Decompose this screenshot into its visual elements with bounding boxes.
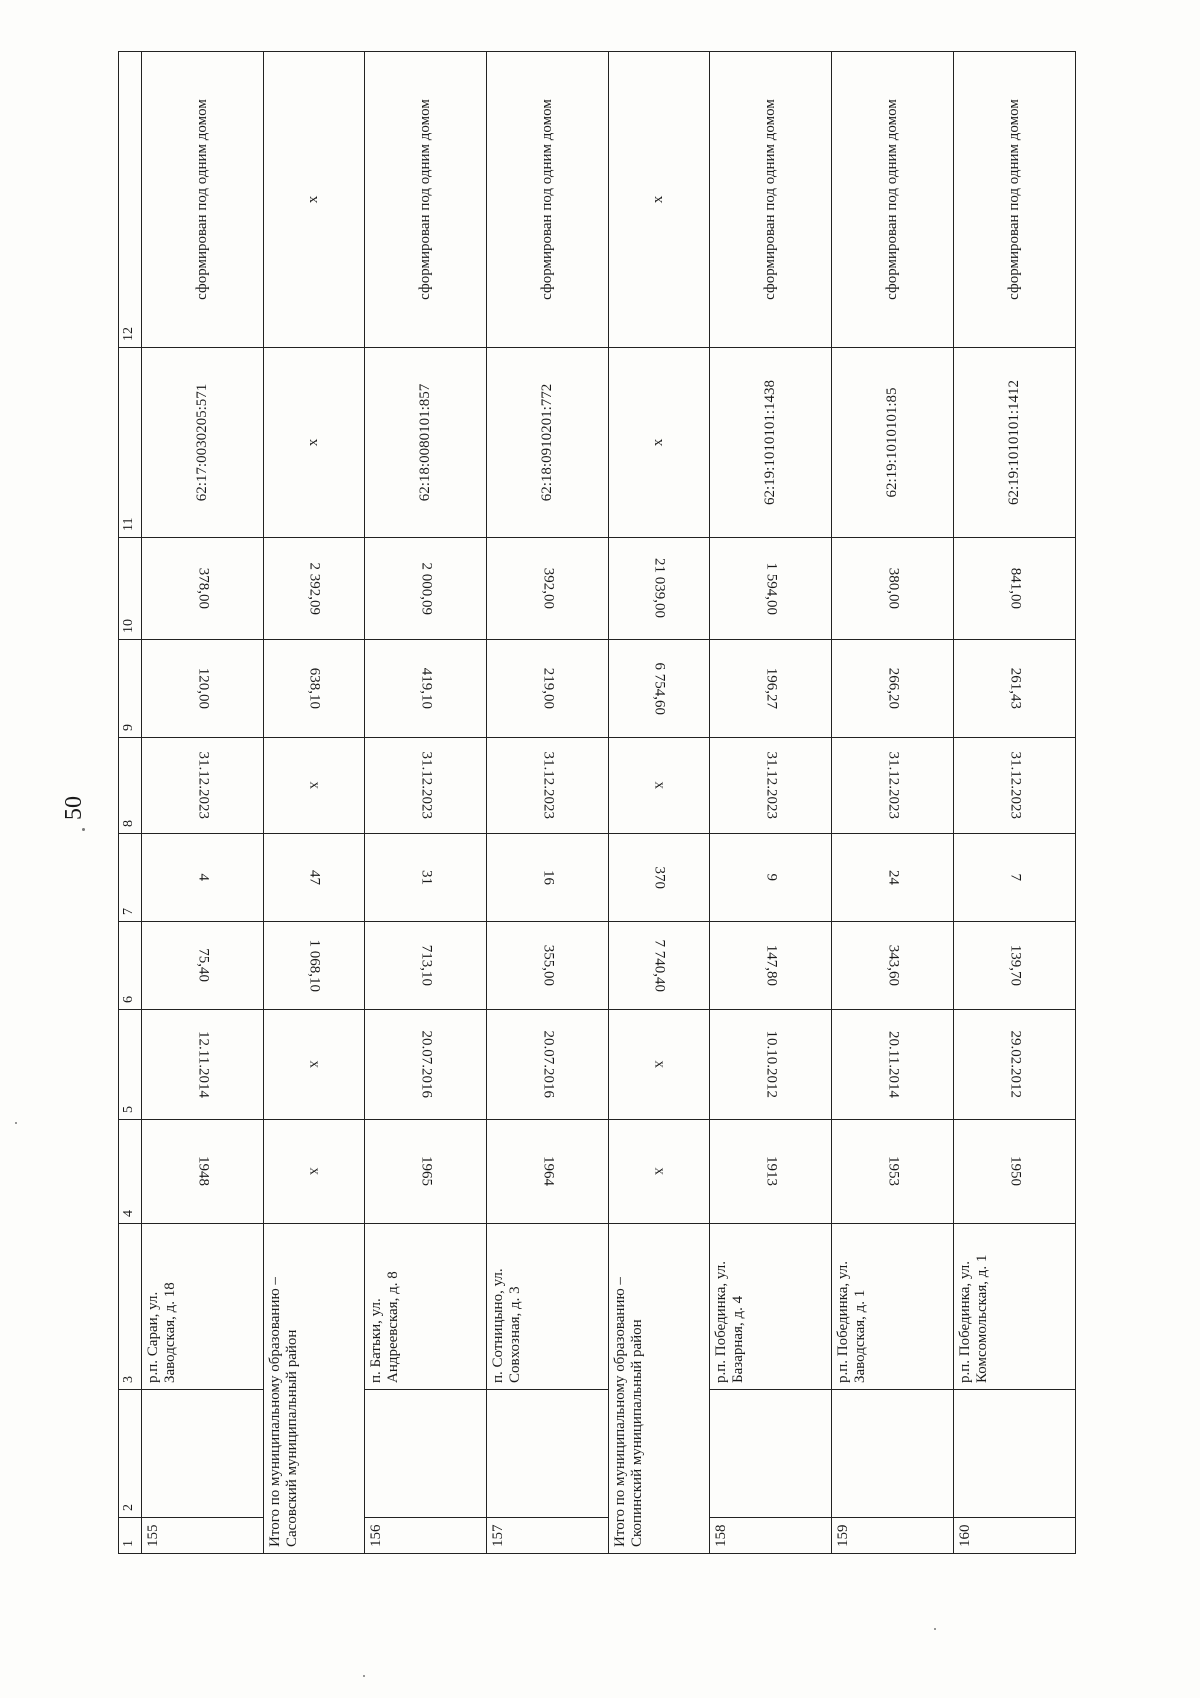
deadline-cell: [365, 738, 487, 834]
table-row: [141, 52, 263, 1554]
value-col9-cell-text: 196,27: [763, 667, 780, 710]
cadastral-cell: х: [608, 348, 709, 538]
value-col9-cell-text: 638,10: [306, 667, 323, 710]
date-cell-text: х: [651, 1060, 668, 1069]
address-cell: р.п. Сараи, ул. Заводская, д. 18: [141, 1224, 263, 1390]
table-row: [365, 52, 487, 1554]
residents-cell: [954, 834, 1076, 922]
column-header: 2: [119, 1390, 142, 1518]
deadline-cell-text: 31.12.2023: [418, 751, 435, 820]
residents-cell-text: 370: [651, 866, 668, 889]
area-cell: [954, 922, 1076, 1010]
deadline-cell-text: х: [651, 781, 668, 790]
data-table: [118, 51, 1076, 1554]
year-cell: [365, 1120, 487, 1224]
value-col9-cell: [710, 640, 832, 738]
date-cell-text: 20.07.2016: [418, 1030, 435, 1099]
value-col9-cell-text: 261,43: [1007, 667, 1024, 710]
scan-speck: [934, 1628, 936, 1630]
residents-cell-text: 9: [763, 873, 780, 882]
area-cell: [141, 922, 263, 1010]
date-cell: [832, 1010, 954, 1120]
value-col9-cell-text: 219,00: [540, 667, 557, 710]
deadline-cell: [608, 738, 709, 834]
subtotal-label: Итого по муниципальному образованию – Скопинский муниципальный район: [608, 1224, 709, 1554]
date-cell: [141, 1010, 263, 1120]
date-cell: [365, 1010, 487, 1120]
cadastral-cell: х: [263, 348, 364, 538]
subtotal-label: Итого по муниципальному образованию – Сасовский муниципальный район: [263, 1224, 364, 1554]
deadline-cell-text: х: [306, 781, 323, 790]
column-header: 8: [119, 738, 142, 834]
row-number: 158: [710, 1518, 832, 1554]
area-cell: [263, 922, 364, 1010]
year-cell-text: 1953: [885, 1156, 902, 1187]
value-col10-cell-text: 392,00: [540, 567, 557, 610]
table-row: [486, 52, 608, 1554]
year-cell: [141, 1120, 263, 1224]
value-col10-cell: [486, 538, 608, 640]
empty-cell: [141, 1390, 263, 1518]
value-col9-cell: [263, 640, 364, 738]
value-col9-cell: [486, 640, 608, 738]
area-cell: [832, 922, 954, 1010]
note-cell: х: [263, 52, 364, 348]
address-cell: р.п. Побединка, ул. Базарная, д. 4: [710, 1224, 832, 1390]
note-cell: сформирован под одним домом: [832, 52, 954, 348]
row-number: 156: [365, 1518, 487, 1554]
date-cell-text: 10.10.2012: [763, 1030, 780, 1099]
date-cell-text: 29.02.2012: [1007, 1030, 1024, 1099]
value-col9-cell-text: 6 754,60: [651, 662, 668, 715]
note-cell: сформирован под одним домом: [954, 52, 1076, 348]
year-cell-text: х: [306, 1167, 323, 1176]
value-col10-cell-text: 2 392,09: [306, 562, 323, 615]
area-cell: [710, 922, 832, 1010]
address-cell: п. Сотницыно, ул. Совхозная, д. 3: [486, 1224, 608, 1390]
scan-speck: [363, 1675, 365, 1677]
value-col10-cell: [263, 538, 364, 640]
deadline-cell: [710, 738, 832, 834]
area-cell-text: 713,10: [418, 944, 435, 987]
cadastral-cell: 62:18:0910201:772: [486, 348, 608, 538]
value-col10-cell-text: 380,00: [885, 567, 902, 610]
deadline-cell-text: 31.12.2023: [194, 751, 211, 820]
residents-cell: [710, 834, 832, 922]
value-col10-cell-text: 21 039,00: [651, 558, 668, 619]
column-header: 7: [119, 834, 142, 922]
residents-cell-text: 47: [306, 870, 323, 885]
column-header: 10: [119, 538, 142, 640]
value-col10-cell: [141, 538, 263, 640]
column-header: 9: [119, 640, 142, 738]
row-number: 157: [486, 1518, 608, 1554]
subtotal-row: [608, 52, 709, 1554]
column-header: 4: [119, 1120, 142, 1224]
row-number: 160: [954, 1518, 1076, 1554]
value-col9-cell: [141, 640, 263, 738]
deadline-cell: [486, 738, 608, 834]
area-cell-text: 1 068,10: [306, 939, 323, 992]
value-col9-cell: [365, 640, 487, 738]
value-col9-cell: [608, 640, 709, 738]
cadastral-cell: 62:19:1010101:85: [832, 348, 954, 538]
value-col10-cell: [365, 538, 487, 640]
year-cell: [263, 1120, 364, 1224]
value-col10-cell-text: 2 000,09: [418, 562, 435, 615]
empty-cell: [486, 1390, 608, 1518]
value-col9-cell: [832, 640, 954, 738]
area-cell-text: 343,60: [885, 944, 902, 987]
residents-cell: [365, 834, 487, 922]
table-row: [954, 52, 1076, 1554]
row-number: 155: [141, 1518, 263, 1554]
value-col9-cell-text: 266,20: [885, 667, 902, 710]
subtotal-row: [263, 52, 364, 1554]
date-cell: [486, 1010, 608, 1120]
page-number: 50: [60, 796, 87, 820]
year-cell-text: 1964: [540, 1156, 557, 1187]
area-cell: [365, 922, 487, 1010]
cadastral-cell: 62:17:0030205:571: [141, 348, 263, 538]
deadline-cell: [832, 738, 954, 834]
residents-cell-text: 7: [1007, 873, 1024, 882]
year-cell-text: 1913: [763, 1156, 780, 1187]
note-cell: сформирован под одним домом: [710, 52, 832, 348]
deadline-cell-text: 31.12.2023: [763, 751, 780, 820]
row-number: 159: [832, 1518, 954, 1554]
year-cell-text: 1965: [418, 1156, 435, 1187]
column-number-row: [119, 52, 142, 1554]
cadastral-cell: 62:19:1010101:1412: [954, 348, 1076, 538]
year-cell-text: 1950: [1007, 1156, 1024, 1187]
year-cell: [710, 1120, 832, 1224]
note-cell: сформирован под одним домом: [141, 52, 263, 348]
address-cell: р.п. Побединка, ул. Комсомольская, д. 1: [954, 1224, 1076, 1390]
deadline-cell-text: 31.12.2023: [540, 751, 557, 820]
year-cell-text: х: [651, 1167, 668, 1176]
area-cell: [608, 922, 709, 1010]
residents-cell: [263, 834, 364, 922]
residents-cell-text: 24: [885, 870, 902, 885]
deadline-cell: [954, 738, 1076, 834]
column-header: 11: [119, 348, 142, 538]
area-cell: [486, 922, 608, 1010]
column-header: 6: [119, 922, 142, 1010]
date-cell-text: 12.11.2014: [194, 1031, 211, 1098]
deadline-cell: [263, 738, 364, 834]
area-cell-text: 75,40: [194, 948, 211, 983]
cadastral-cell: 62:19:1010101:1438: [710, 348, 832, 538]
empty-cell: [954, 1390, 1076, 1518]
value-col10-cell: [710, 538, 832, 640]
date-cell: [954, 1010, 1076, 1120]
date-cell-text: 20.11.2014: [885, 1031, 902, 1098]
empty-cell: [365, 1390, 487, 1518]
table-row: [710, 52, 832, 1554]
year-cell: [832, 1120, 954, 1224]
table-row: [832, 52, 954, 1554]
residents-cell: [832, 834, 954, 922]
area-cell-text: 139,70: [1007, 944, 1024, 987]
scan-speck: [15, 1122, 17, 1124]
year-cell: [608, 1120, 709, 1224]
residents-cell-text: 16: [540, 870, 557, 885]
date-cell-text: х: [306, 1060, 323, 1069]
value-col10-cell: [832, 538, 954, 640]
rotated-table-container: [118, 52, 1076, 1554]
column-header: 5: [119, 1010, 142, 1120]
residents-cell: [486, 834, 608, 922]
area-cell-text: 7 740,40: [651, 939, 668, 992]
year-cell-text: 1948: [194, 1156, 211, 1187]
area-cell-text: 147,80: [763, 944, 780, 987]
value-col10-cell-text: 378,00: [194, 567, 211, 610]
value-col10-cell-text: 1 594,00: [763, 562, 780, 615]
deadline-cell-text: 31.12.2023: [1007, 751, 1024, 820]
date-cell: [710, 1010, 832, 1120]
year-cell: [486, 1120, 608, 1224]
scan-speck: [82, 828, 85, 831]
value-col9-cell: [954, 640, 1076, 738]
note-cell: х: [608, 52, 709, 348]
address-cell: п. Батьки, ул. Андреевская, д. 8: [365, 1224, 487, 1390]
empty-cell: [832, 1390, 954, 1518]
note-cell: сформирован под одним домом: [365, 52, 487, 348]
empty-cell: [710, 1390, 832, 1518]
date-cell: [263, 1010, 364, 1120]
value-col9-cell-text: 419,10: [418, 667, 435, 710]
residents-cell-text: 31: [418, 870, 435, 885]
date-cell: [608, 1010, 709, 1120]
note-cell: сформирован под одним домом: [486, 52, 608, 348]
year-cell: [954, 1120, 1076, 1224]
residents-cell: [608, 834, 709, 922]
column-header: 12: [119, 52, 142, 348]
deadline-cell-text: 31.12.2023: [885, 751, 902, 820]
value-col10-cell: [608, 538, 709, 640]
address-cell: р.п. Побединка, ул. Заводская, д. 1: [832, 1224, 954, 1390]
deadline-cell: [141, 738, 263, 834]
area-cell-text: 355,00: [540, 944, 557, 987]
residents-cell-text: 4: [194, 873, 211, 882]
value-col10-cell-text: 841,00: [1007, 567, 1024, 610]
column-header: 1: [119, 1518, 142, 1554]
cadastral-cell: 62:18:0080101:857: [365, 348, 487, 538]
date-cell-text: 20.07.2016: [540, 1030, 557, 1099]
value-col10-cell: [954, 538, 1076, 640]
residents-cell: [141, 834, 263, 922]
column-header: 3: [119, 1224, 142, 1390]
value-col9-cell-text: 120,00: [194, 667, 211, 710]
